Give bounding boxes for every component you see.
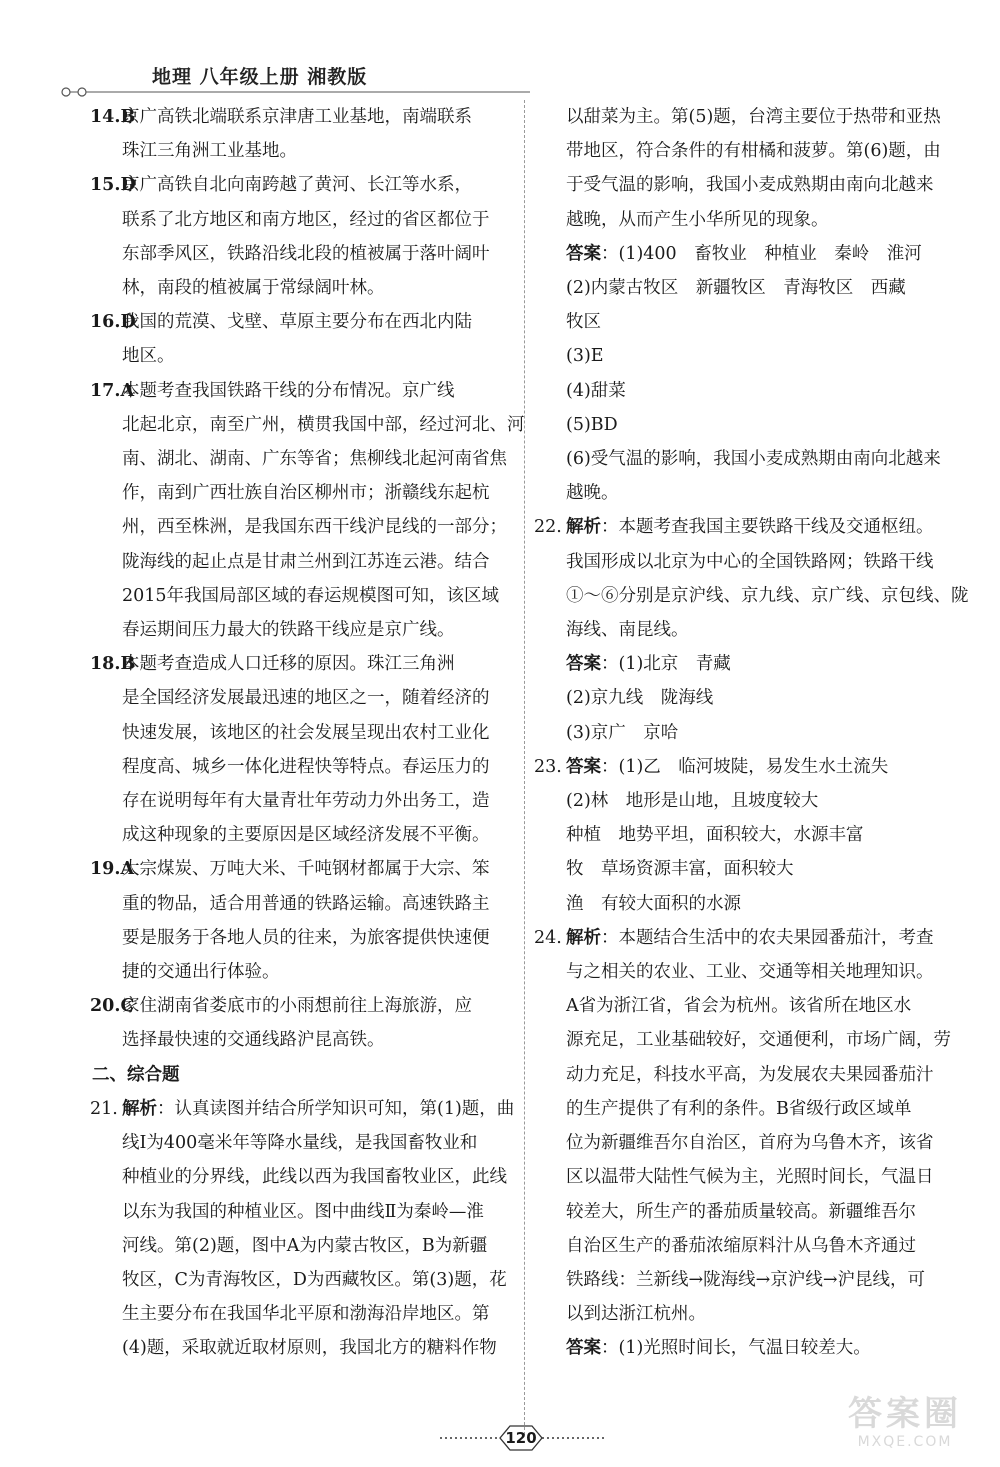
text-line: 牧区 — [566, 312, 601, 333]
answer-label: 答案 — [566, 243, 601, 264]
text-line: 本题考查我国铁路干线的分布情况。京广线 — [122, 380, 455, 401]
text-line: 以东为我国的种植业区。图中曲线Ⅱ为秦岭—淮 — [122, 1201, 484, 1222]
text-line: 京广高铁北端联系京津唐工业基地，南端联系 — [122, 107, 472, 127]
question-24-answer — [536, 1331, 950, 1365]
text-line: 牧 草场资源丰富，面积较大 — [566, 859, 794, 880]
right-column — [534, 100, 969, 1366]
question-number: 24. — [534, 927, 562, 948]
text-line: 是全国经济发展最迅速的地区之一，随着经济的 — [122, 688, 490, 709]
answer-label: 答案 — [566, 654, 601, 675]
text-line: (6)受气温的影响，我国小麦成熟期由南向北越来 — [566, 449, 941, 470]
page-number: 120 — [505, 1429, 537, 1447]
text-line: 与之相关的农业、工业、交通等相关地理知识。 — [566, 962, 934, 983]
question-21-answer — [536, 237, 950, 511]
text-line: (2)京九线 陇海线 — [566, 688, 714, 709]
question-19 — [92, 852, 512, 989]
question-20 — [92, 989, 512, 1057]
text-line: 较差大，所生产的番茄质量较高。新疆维吾尔 — [566, 1201, 916, 1222]
text-line: 位为新疆维吾尔自治区，首府为乌鲁木齐，该省 — [566, 1133, 934, 1154]
text-line: (2)内蒙古牧区 新疆牧区 青海牧区 西藏 — [566, 278, 906, 299]
text-line: 林，南段的植被属于常绿阔叶林。 — [122, 278, 385, 299]
question-21-continued — [536, 100, 950, 237]
text-line: 成这种现象的主要原因是区域经济发展不平衡。 — [122, 825, 490, 846]
text-fragment: ：(1)光照时间长，气温日较差大。 — [601, 1338, 871, 1359]
text-line — [566, 510, 950, 544]
text-line: (5)BD — [566, 414, 618, 435]
question-number: 15.D — [90, 175, 136, 196]
question-24 — [536, 921, 950, 1331]
text-line: 以到达浙江杭州。 — [566, 1304, 706, 1325]
text-line: (3)E — [566, 346, 604, 367]
left-column — [90, 100, 525, 1366]
text-line: (4)甜菜 — [566, 380, 626, 401]
text-line: 越晚，从而产生小华所见的现象。 — [566, 209, 829, 230]
text-line: 捷的交通出行体验。 — [122, 962, 280, 983]
text-fragment: ：(1)乙 临河坡陡，易发生水土流失 — [601, 756, 889, 777]
text-line: 种植业的分界线，此线以西为我国畜牧业区，此线 — [122, 1167, 507, 1188]
watermark-title: 答案圈 — [848, 1394, 962, 1434]
text-line: 渔 有较大面积的水源 — [566, 893, 741, 914]
question-number: 20.C — [90, 996, 135, 1017]
question-number: 14.B — [90, 107, 136, 127]
text-line: (2)林 地形是山地，且坡度较大 — [566, 791, 819, 812]
question-14 — [92, 100, 512, 168]
text-line: 越晚。 — [566, 483, 619, 504]
text-line: 南、湖北、湖南、广东等省；焦柳线北起河南省焦 — [122, 449, 507, 470]
question-15 — [92, 168, 512, 305]
page-header — [60, 50, 530, 100]
text-line: 区以温带大陆性气候为主，光照时间长，气温日 — [566, 1167, 934, 1188]
watermark-url: MXQE.COM — [857, 1434, 953, 1450]
text-fragment: ：(1)北京 青藏 — [601, 654, 731, 675]
text-line: 自治区生产的番茄浓缩原料汁从乌鲁木齐通过 — [566, 1235, 916, 1256]
text-line: 带地区，符合条件的有柑橘和菠萝。第(6)题，由 — [566, 141, 941, 162]
text-line: 家住湖南省娄底市的小雨想前往上海旅游，应 — [122, 996, 472, 1017]
text-line: 作，南到广西壮族自治区柳州市；浙赣线东起杭 — [122, 483, 490, 504]
question-number: 17.A — [90, 380, 135, 401]
question-21 — [90, 1092, 515, 1366]
text-line: 联系了北方地区和南方地区，经过的省区都位于 — [122, 209, 490, 230]
text-line: 种植 地势平坦，面积较大，水源丰富 — [566, 825, 864, 846]
answer-label: 答案 — [566, 1338, 601, 1359]
question-number: 23. — [534, 756, 562, 777]
text-line: 快速发展，该地区的社会发展呈现出农村工业化 — [122, 722, 490, 743]
text-line: 陇海线的起止点是甘肃兰州到江苏连云港。结合 — [122, 551, 490, 572]
text-line: 珠江三角洲工业基地。 — [122, 141, 297, 162]
question-18 — [92, 647, 512, 852]
question-23 — [536, 750, 950, 921]
question-22 — [534, 510, 969, 647]
answer-label: 答案 — [566, 756, 601, 777]
text-line: 动力充足，科技水平高，为发展农夫果园番茄汁 — [566, 1064, 934, 1085]
text-line: 以甜菜为主。第(5)题，台湾主要位于热带和亚热 — [566, 107, 941, 127]
column-divider — [524, 100, 525, 1435]
header-decoration — [60, 86, 530, 98]
text-line: A省为浙江省，省会为杭州。该省所在地区水 — [566, 996, 912, 1017]
question-number: 18.B — [90, 654, 136, 675]
question-16 — [92, 305, 512, 373]
text-line: 本题考查造成人口迁移的原因。珠江三角洲 — [122, 654, 455, 675]
question-22-answer — [536, 647, 950, 750]
text-line: 铁路线：兰新线→陇海线→京沪线→沪昆线，可 — [566, 1269, 925, 1290]
text-line: 要是服务于各地人员的往来，为旅客提供快速便 — [122, 927, 490, 948]
text-line — [566, 237, 950, 271]
question-number: 16.D — [90, 312, 136, 333]
text-line: 选择最快速的交通线路沪昆高铁。 — [122, 1030, 385, 1051]
section-heading: 二、综合题 — [92, 1064, 180, 1085]
text-fragment: ：本题考查我国主要铁路干线及交通枢纽。 — [601, 517, 934, 538]
text-line: 春运期间压力最大的铁路干线应是京广线。 — [122, 620, 455, 641]
question-17 — [90, 374, 525, 648]
text-line: (4)题，采取就近取材原则，我国北方的糖料作物 — [122, 1338, 497, 1359]
text-line: 东部季风区，铁路沿线北段的植被属于落叶阔叶 — [122, 243, 490, 264]
text-line: 北起北京，南至广州，横贯我国中部，经过河北、河 — [122, 414, 525, 435]
text-line: 程度高、城乡一体化进程快等特点。春运压力的 — [122, 756, 490, 777]
text-line: ①～⑥分别是京沪线、京九线、京广线、京包线、陇 — [566, 585, 969, 606]
header-title: 地理 八年级上册 湘教版 — [152, 66, 368, 88]
text-line: 存在说明每年有大量青壮年劳动力外出务工，造 — [122, 791, 490, 812]
text-line: 地区。 — [122, 346, 175, 367]
text-line: 重的物品，适合用普通的铁路运输。高速铁路主 — [122, 893, 490, 914]
text-line: 源充足，工业基础较好，交通便利，市场广阔，劳 — [566, 1030, 951, 1051]
text-line: 生主要分布在我国华北平原和渤海沿岸地区。第 — [122, 1304, 490, 1325]
text-line — [566, 1331, 950, 1365]
analysis-label: 解析 — [122, 1098, 157, 1119]
watermark-logo — [820, 1395, 990, 1455]
text-line — [566, 750, 950, 784]
question-number: 19.A — [90, 859, 135, 880]
text-fragment: ：本题结合生活中的农夫果园番茄汁，考查 — [601, 927, 934, 948]
text-line: 我国形成以北京为中心的全国铁路网；铁路干线 — [566, 551, 934, 572]
question-number: 21. — [90, 1098, 118, 1119]
analysis-label: 解析 — [566, 517, 601, 538]
text-line: 京广高铁自北向南跨越了黄河、长江等水系， — [122, 175, 472, 196]
text-line: 大宗煤炭、万吨大米、千吨钢材都属于大宗、笨 — [122, 859, 490, 880]
text-line: 的生产提供了有利的条件。B省级行政区域单 — [566, 1098, 912, 1119]
text-line: 海线、南昆线。 — [566, 620, 689, 641]
text-fragment: ：(1)400 畜牧业 种植业 秦岭 淮河 — [601, 243, 922, 264]
text-line: 于受气温的影响，我国小麦成熟期由南向北越来 — [566, 175, 934, 196]
text-line — [566, 921, 950, 955]
text-line: 线Ⅰ为400毫米年等降水量线，是我国畜牧业和 — [122, 1133, 478, 1154]
text-line: 河线。第(2)题，图中A为内蒙古牧区，B为新疆 — [122, 1235, 488, 1256]
text-line: 2015年我国局部区域的春运规模图可知，该区域 — [122, 585, 500, 606]
text-line — [566, 647, 950, 681]
text-fragment: ：认真读图并结合所学知识可知，第(1)题，曲 — [157, 1098, 515, 1119]
text-line: 州，西至株洲，是我国东西干线沪昆线的一部分； — [122, 517, 507, 538]
question-number: 22. — [534, 517, 562, 538]
page-footer — [440, 1420, 610, 1460]
text-line: 我国的荒漠、戈壁、草原主要分布在西北内陆 — [122, 312, 472, 333]
text-line: 牧区，C为青海牧区，D为西藏牧区。第(3)题，花 — [122, 1269, 507, 1290]
text-line: (3)京广 京哈 — [566, 722, 679, 743]
text-line — [122, 1092, 515, 1126]
analysis-label: 解析 — [566, 927, 601, 948]
